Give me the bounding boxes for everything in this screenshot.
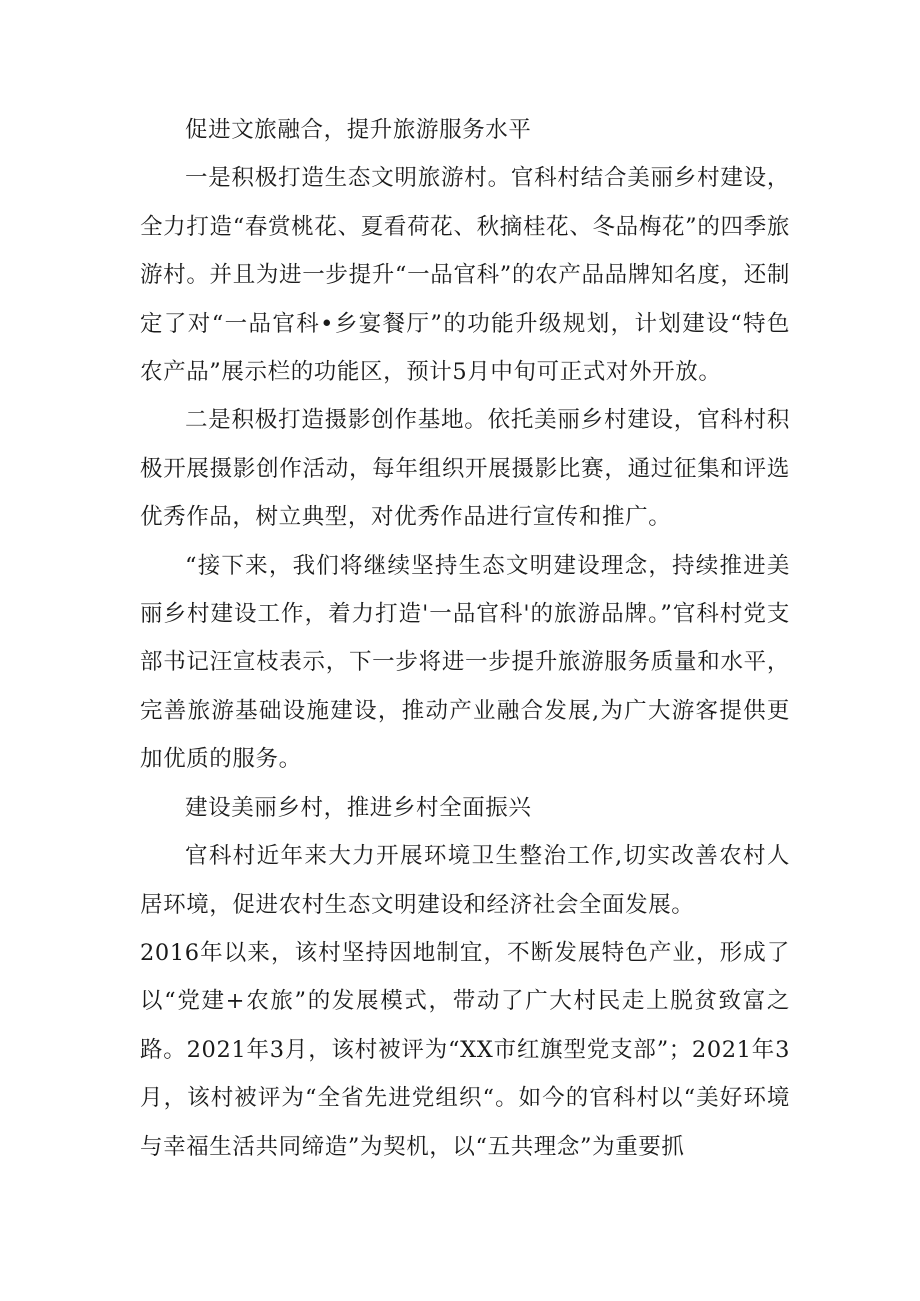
paragraph-development-since-2016: 2016年以来，该村坚持因地制宜，不断发展特色产业，形成了以“党建+农旅”的发展模式，带动了广大村民走上脱贫致富之路。2021年3月，该村被评为“XX市红旗型党支部”；2021年3月，该村被评为“全省先进党组织“。如今的官科村以“美好环境与幸福生活共同缔造”为契机，以“五共理念”为重要抓: [140, 939, 790, 1160]
paragraph-environment-improvement: 官科村近年来大力开展环境卫生整治工作,切实改善农村人居环境，促进农村生态文明建设和经济社会全面发展。: [140, 843, 790, 918]
section-heading-beautiful-village: 建设美丽乡村，推进乡村全面振兴: [185, 794, 532, 821]
document-body: [140, 106, 790, 1171]
paragraph-secretary-quote: “接下来，我们将继续坚持生态文明建设理念，持续推进美丽乡村建设工作，着力打造'一品官科'的旅游品牌。”官科村党支部书记汪宣枝表示，下一步将进一步提升旅游服务质量和水平，完善旅游基础设施建设，推动产业融合发展,为广大游客提供更加优质的服务。: [140, 552, 790, 773]
paragraph-photography-base: 二是积极打造摄影创作基地。依托美丽乡村建设，官科村积极开展摄影创作活动，每年组织开展摄影比赛，通过征集和评选优秀作品，树立典型，对优秀作品进行宣传和推广。: [140, 407, 790, 531]
paragraph-eco-tourism-village: 一是积极打造生态文明旅游村。官科村结合美丽乡村建设，全力打造“春赏桃花、夏看荷花、秋摘桂花、冬品梅花”的四季旅游村。并且为进一步提升“一品官科”的农产品品牌知名度，还制定了对“一品官科•乡宴餐厅”的功能升级规划，计划建设“特色农产品”展示栏的功能区，预计5月中旬可正式对外开放。: [140, 165, 790, 386]
section-heading-culture-tourism: 促进文旅融合，提升旅游服务水平: [185, 117, 532, 143]
